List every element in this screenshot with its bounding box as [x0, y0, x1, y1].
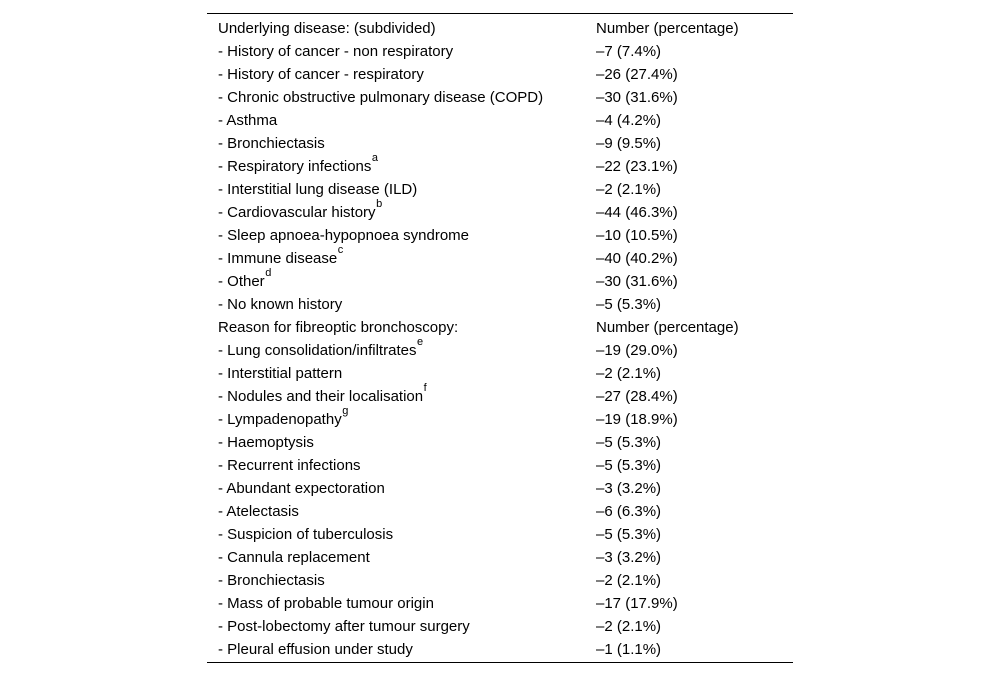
row-value: –5 (5.3%)	[596, 434, 662, 451]
row-label-text: - Recurrent infections	[218, 457, 361, 474]
table-row	[207, 40, 793, 63]
row-label-text: - Bronchiectasis	[218, 135, 325, 152]
table-row	[207, 198, 793, 224]
row-label-text: - Interstitial lung disease (ILD)	[218, 181, 418, 198]
row-label	[207, 362, 596, 385]
row-value: –2 (2.1%)	[596, 618, 662, 635]
table-row	[207, 224, 793, 247]
row-label	[207, 405, 596, 431]
row-value: –4 (4.2%)	[596, 112, 662, 129]
row-label-text: - Post-lobectomy after tumour surgery	[218, 618, 470, 635]
row-value: –30 (31.6%)	[596, 89, 678, 106]
row-label-text: Reason for fibreoptic bronchoscopy:	[218, 319, 459, 336]
row-value: –5 (5.3%)	[596, 296, 662, 313]
row-label	[207, 152, 596, 178]
row-label	[207, 267, 596, 293]
table-row	[207, 109, 793, 132]
row-label	[207, 132, 596, 155]
row-value: –26 (27.4%)	[596, 66, 678, 83]
row-label-text: - Bronchiectasis	[218, 572, 325, 589]
row-label-text: - Atelectasis	[218, 503, 299, 520]
row-label	[207, 638, 596, 661]
row-label-text: - Nodules and their localisation	[218, 388, 424, 405]
table-row	[207, 382, 793, 408]
row-label	[207, 336, 596, 362]
row-label-text: - Immune disease	[218, 250, 338, 267]
footnote-marker: e	[416, 336, 424, 348]
table-row	[207, 500, 793, 523]
row-value: –19 (18.9%)	[596, 411, 678, 428]
footnote-marker: g	[342, 405, 349, 417]
row-value: –17 (17.9%)	[596, 595, 678, 612]
row-label-text: - Mass of probable tumour origin	[218, 595, 434, 612]
table-row	[207, 454, 793, 477]
row-value: –22 (23.1%)	[596, 158, 678, 175]
row-value: –2 (2.1%)	[596, 572, 662, 589]
row-label	[207, 382, 596, 408]
table-row	[207, 431, 793, 454]
section-header-label	[207, 316, 596, 339]
row-label	[207, 293, 596, 316]
row-label	[207, 63, 596, 86]
table-row	[207, 546, 793, 569]
row-label-text: - Haemoptysis	[218, 434, 314, 451]
row-label	[207, 615, 596, 638]
row-label-text: - Interstitial pattern	[218, 365, 343, 382]
row-value: –19 (29.0%)	[596, 342, 678, 359]
row-label	[207, 109, 596, 132]
row-label	[207, 431, 596, 454]
table-row	[207, 638, 793, 661]
row-label	[207, 178, 596, 201]
row-label-text: - No known history	[218, 296, 343, 313]
row-label	[207, 592, 596, 615]
section-header-row	[207, 17, 793, 40]
row-label-text: - Pleural effusion under study	[218, 641, 413, 658]
row-value: –30 (31.6%)	[596, 273, 678, 290]
table-row	[207, 132, 793, 155]
row-value: –40 (40.2%)	[596, 250, 678, 267]
row-label-text: - Sleep apnoea-hypopnoea syndrome	[218, 227, 470, 244]
row-label	[207, 546, 596, 569]
row-label-text: - Other	[218, 273, 265, 290]
table-row	[207, 523, 793, 546]
row-value: –9 (9.5%)	[596, 135, 662, 152]
row-label	[207, 500, 596, 523]
row-label-text: - History of cancer - non respiratory	[218, 43, 454, 60]
row-label-text: Underlying disease: (subdivided)	[218, 20, 436, 37]
row-label	[207, 454, 596, 477]
row-label	[207, 224, 596, 247]
row-value: –2 (2.1%)	[596, 181, 662, 198]
row-label-text: - Abundant expectoration	[218, 480, 385, 497]
table-row	[207, 86, 793, 109]
row-label	[207, 198, 596, 224]
footnote-marker: b	[376, 198, 383, 210]
row-label-text: - Lympadenopathy	[218, 411, 342, 428]
column-header-value: Number (percentage)	[596, 20, 739, 37]
table-row	[207, 336, 793, 362]
table-row	[207, 362, 793, 385]
row-value: –10 (10.5%)	[596, 227, 678, 244]
characteristics-table	[207, 13, 793, 663]
table-row	[207, 244, 793, 270]
table-row	[207, 592, 793, 615]
row-value: –1 (1.1%)	[596, 641, 662, 658]
table-row	[207, 477, 793, 500]
table-row	[207, 405, 793, 431]
row-label-text: - Respiratory infections	[218, 158, 372, 175]
row-value: –6 (6.3%)	[596, 503, 662, 520]
table-row	[207, 569, 793, 592]
table-row	[207, 178, 793, 201]
table-row	[207, 615, 793, 638]
column-header-value: Number (percentage)	[596, 319, 739, 336]
row-label	[207, 523, 596, 546]
row-value: –5 (5.3%)	[596, 526, 662, 543]
row-value: –2 (2.1%)	[596, 365, 662, 382]
row-label	[207, 569, 596, 592]
row-label-text: - Lung consolidation/infiltrates	[218, 342, 417, 359]
row-value: –3 (3.2%)	[596, 480, 662, 497]
section-header-label	[207, 17, 596, 40]
table-row	[207, 267, 793, 293]
table-row	[207, 152, 793, 178]
row-value: –27 (28.4%)	[596, 388, 678, 405]
row-value: –7 (7.4%)	[596, 43, 662, 60]
footnote-marker: a	[371, 152, 379, 164]
row-value: –5 (5.3%)	[596, 457, 662, 474]
table-row	[207, 63, 793, 86]
table-row	[207, 293, 793, 316]
footnote-marker: d	[265, 267, 272, 279]
row-value: –44 (46.3%)	[596, 204, 678, 221]
row-label-text: - Suspicion of tuberculosis	[218, 526, 394, 543]
footnote-marker: c	[337, 244, 344, 256]
footnote-marker: f	[423, 382, 427, 394]
row-label-text: - Chronic obstructive pulmonary disease (COPD)	[218, 89, 544, 106]
row-label	[207, 86, 596, 109]
row-label	[207, 477, 596, 500]
row-label-text: - Asthma	[218, 112, 278, 129]
section-header-row	[207, 316, 793, 339]
row-value: –3 (3.2%)	[596, 549, 662, 566]
row-label-text: - Cardiovascular history	[218, 204, 376, 221]
row-label	[207, 40, 596, 63]
row-label-text: - Cannula replacement	[218, 549, 370, 566]
row-label-text: - History of cancer - respiratory	[218, 66, 424, 83]
